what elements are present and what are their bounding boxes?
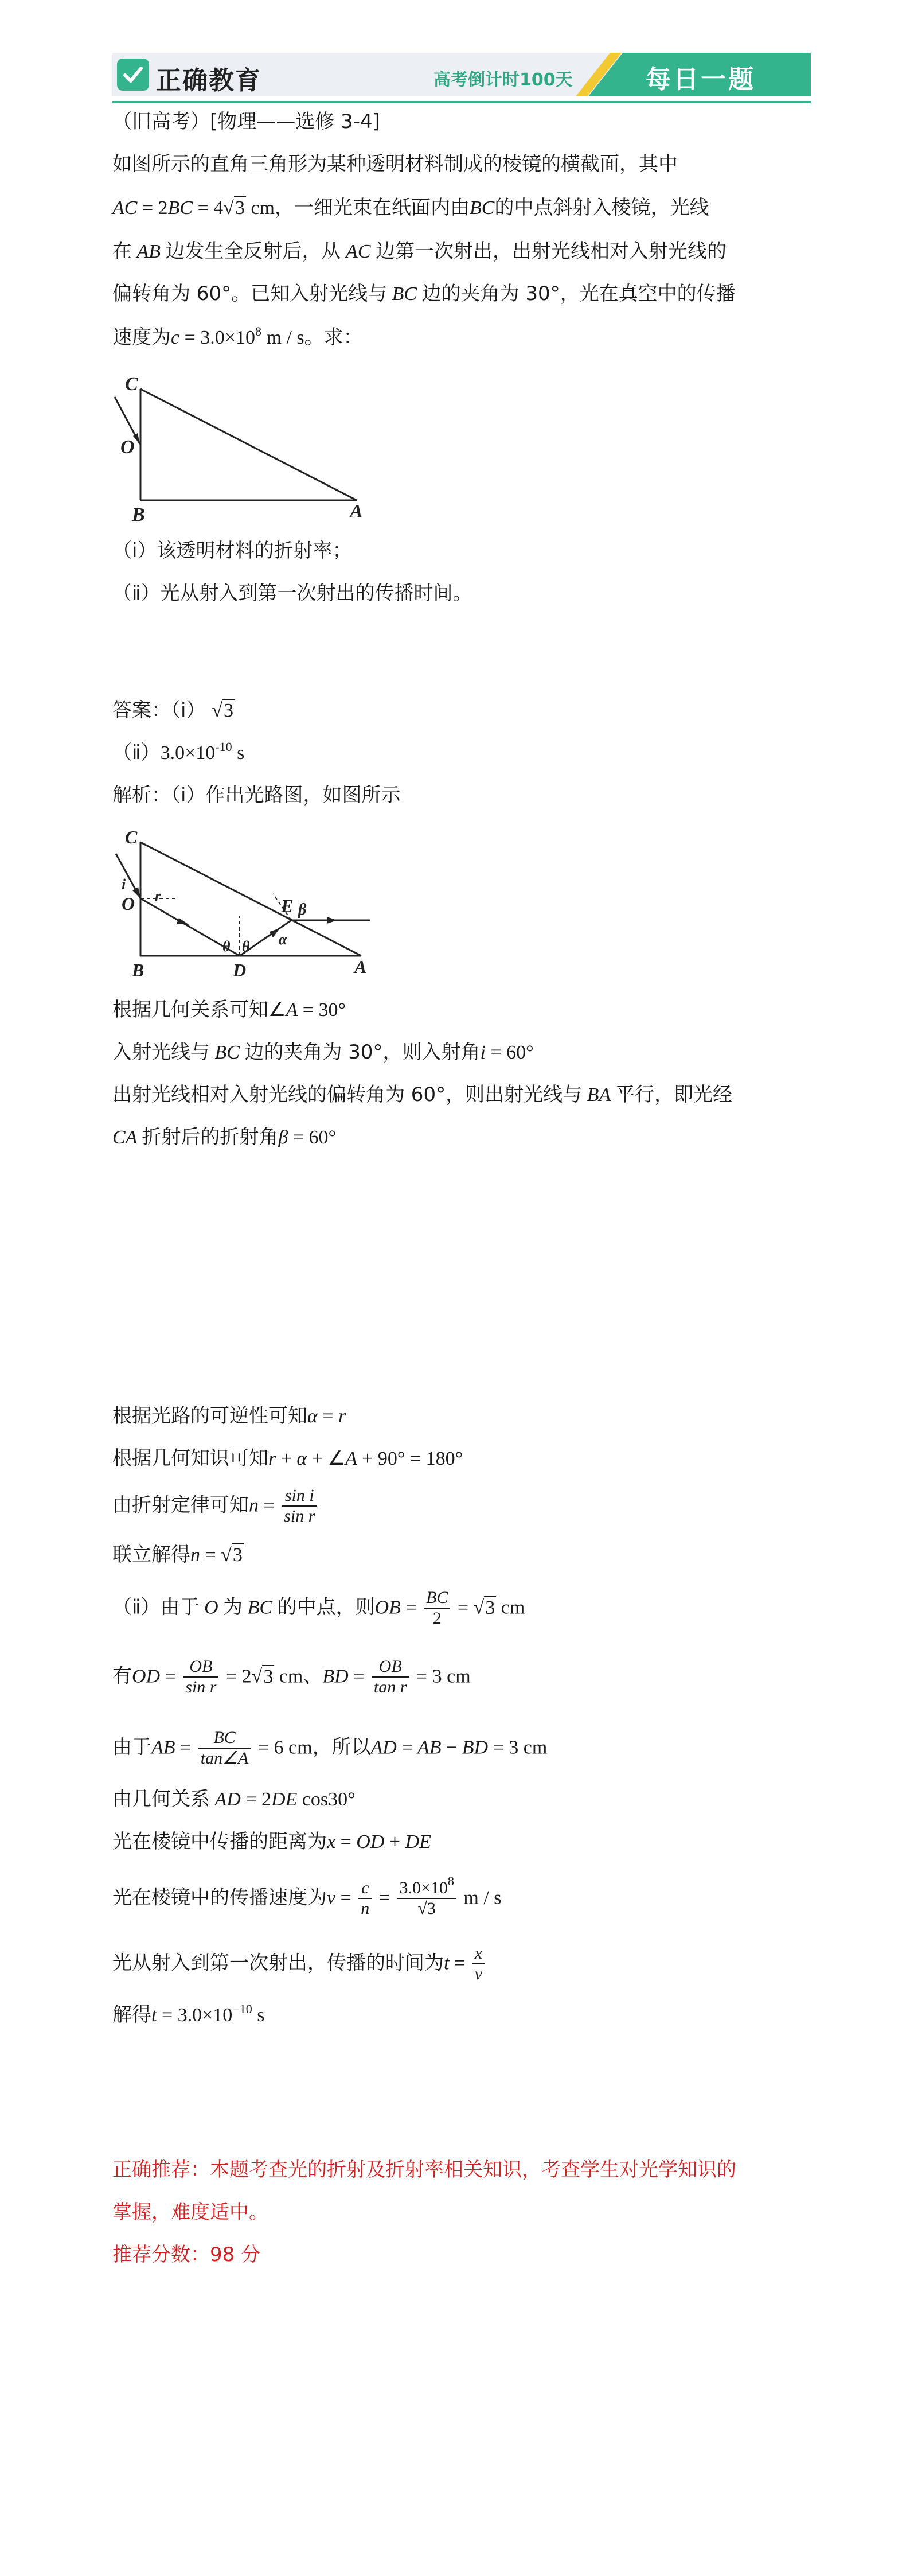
analysis-step-10: 有OD = $\frac{OB}{\text{sin r}}$ = 2√3 cm、BD = $\frac{OB}{\text{tan r}}$ = 3 cm (112, 1657, 471, 1696)
fig2-label-theta-2: θ (242, 938, 250, 955)
fig2-label-c: C (125, 827, 138, 847)
brand-name: 正确教育 (156, 66, 261, 95)
analysis-step-14: 光在棱镜中的传播速度为v = $\frac{c}{n}$ = $\frac{3.0\times 10^8}{√3}$ m / s (112, 1874, 502, 1918)
fig2-label-b: B (132, 960, 144, 980)
analysis-step-16: 解得$t = 3.0\times 10^{-10}$ s (112, 2002, 265, 2026)
fig1-label-a: A (350, 501, 363, 522)
question-line-2: AC = 2BC = 4√3 cm，一细光束在纸面内由BC的中点斜射入棱镜，光线 (112, 196, 709, 219)
prism-figure (109, 373, 373, 522)
fig2-label-r: r (155, 888, 161, 904)
answer-line-2: $(ⅱ)3.0\times 10^{-10}$ s (112, 740, 245, 764)
question-line-5: 速度为$c = 3.0\times 10^8$ m / s。求： (112, 324, 363, 349)
question-part-1: （ⅰ）该透明材料的折射率； (112, 539, 352, 562)
analysis-step-2: 入射光线与 BC 边的夹角为 30°，则入射角i = 60° (112, 1041, 534, 1064)
analysis-step-9: （ⅱ）由于 O 为 BC 的中点，则OB = $\frac{BC}{2}$ = √3 cm (112, 1588, 525, 1628)
fig2-label-i: i (122, 876, 126, 893)
fig2-label-beta: β (298, 901, 307, 919)
fig2-label-d: D (233, 960, 247, 980)
countdown-text: 高考倒计时100天 (433, 70, 573, 90)
question-part-2: （ⅱ）光从射入到第一次射出的传播时间。 (112, 582, 472, 605)
answer-line-1: 答案：（ⅰ） √3 (112, 699, 233, 722)
analysis-step-5: 根据光路的可逆性可知α = r (112, 1404, 346, 1427)
analysis-step-4: CA 折射后的折射角β = 60° (112, 1126, 337, 1149)
analysis-step-8: 联立解得n = √3 (112, 1543, 243, 1566)
analysis-step-7: 由折射定律可知n = $\frac{\text{sin i}}{\text{sin r}}$ (112, 1486, 319, 1526)
fig2-label-alpha: α (279, 931, 287, 948)
analysis-step-3: 出射光线相对入射光线的偏转角为 60°，则出射光线与 BA 平行，即光经 (112, 1083, 733, 1106)
analysis-step-11: 由于AB = $\frac{BC}{\tan\angle A}$ = 6 cm，所以AD = AB − BD = 3 cm (112, 1728, 548, 1768)
analysis-step-13: 光在棱镜中传播的距离为x = OD + DE (112, 1830, 431, 1853)
recommend-text-1: 正确推荐：本题考查光的折射及折射率相关知识，考查学生对光学知识的 (112, 2158, 736, 2181)
fig1-label-c: C (125, 373, 138, 395)
question-line-3: 在 AB 边发生全反射后，从 AC 边第一次射出，出射光线相对入射光线的 (112, 240, 727, 263)
header-underline (112, 101, 811, 103)
fig2-label-a: A (354, 956, 367, 977)
question-line-1: 如图所示的直角三角形为某种透明材料制成的棱镜的横截面，其中 (112, 153, 678, 176)
fig2-label-e: E (281, 896, 294, 916)
recommend-score: 推荐分数：98 分 (112, 2243, 261, 2266)
fig1-label-o: O (120, 437, 135, 458)
header-banner (112, 53, 811, 96)
question-line-4: 偏转角为 60°。已知入射光线与 BC 边的夹角为 30°，光在真空中的传播 (112, 282, 736, 305)
fig1-label-b: B (132, 504, 145, 522)
analysis-title: 解析：（ⅰ）作出光路图，如图所示 (112, 784, 401, 807)
question-source: （旧高考）[物理——选修 3-4] (112, 110, 380, 133)
recommend-text-2: 掌握，难度适中。 (112, 2201, 268, 2224)
fig2-label-theta-1: θ (222, 938, 231, 955)
daily-title: 每日一题 (646, 65, 756, 94)
analysis-step-15: 光从射入到第一次射出，传播的时间为t = $\frac{x}{v}$ (112, 1944, 487, 1984)
analysis-step-6: 根据几何知识可知r + α + ∠A + 90° = 180° (112, 1447, 463, 1470)
analysis-step-12: 由几何关系 AD = 2DE cos30° (112, 1788, 356, 1811)
analysis-step-1: 根据几何关系可知∠A = 30° (112, 998, 346, 1021)
light-path-figure (109, 826, 396, 981)
check-icon (117, 59, 149, 91)
fig2-label-o: O (122, 893, 135, 914)
